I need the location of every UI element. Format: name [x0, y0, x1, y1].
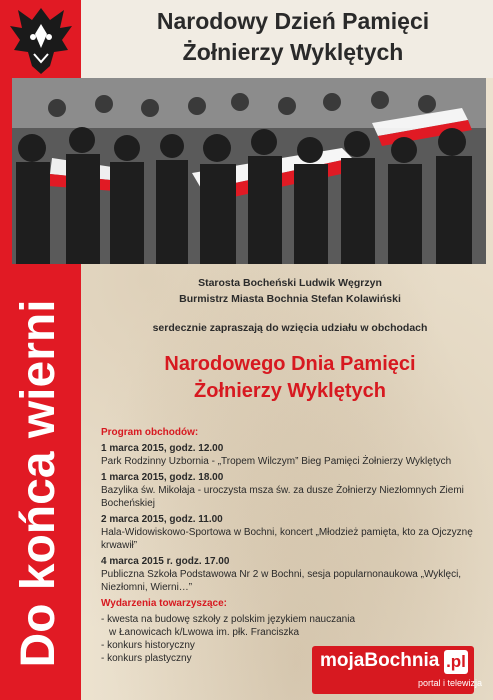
program-item-date: 2 marca 2015, godz. 11.00 [101, 514, 223, 525]
program-item [101, 555, 486, 594]
list-item: - konkurs plastyczny [101, 653, 192, 664]
list-item: w Łanowicach k/Lwowa im. płk. Franciszka [109, 627, 300, 638]
wolf-head-icon [6, 4, 76, 76]
program-item-text: Park Rodzinny Uzbornia - „Tropem Wilczym” Bieg Pamięci Żołnierzy Wyklętych [101, 456, 452, 467]
program-item [101, 513, 486, 552]
vertical-slogan: Do końca wierni [12, 299, 65, 668]
organizers [90, 275, 490, 307]
program-item [101, 442, 486, 468]
brand-name: mojaBochnia [320, 650, 440, 671]
header-title-line1: Narodowy Dzień Pamięci [156, 8, 430, 34]
event-title-line1: Narodowego Dnia Pamięci [164, 353, 416, 375]
brand-tagline: portal i telewizja [418, 678, 483, 688]
event-title [90, 351, 490, 405]
program-item-text: Bazylika św. Mikołaja - uroczysta msza św. za dusze Żołnierzy Niezłomnych Ziemi Bocheńskiej [101, 485, 464, 509]
program-item-text: Hala-Widowiskowo-Sportowa w Bochni, koncert „Młodzież pamięta, kto za Ojczyznę krwawił” [101, 527, 473, 551]
brand-tld: .pl [444, 650, 468, 674]
side-events-heading: Wydarzenia towarzyszące: [101, 598, 227, 609]
program-item-date: 4 marca 2015 r. godz. 17.00 [101, 556, 230, 567]
photo-illustration [12, 78, 486, 264]
historical-group-photo [12, 78, 486, 264]
program-item-text: Publiczna Szkoła Podstawowa Nr 2 w Bochni, sesja popularnonaukowa „Wyklęci, Niezłomni, Wierni…” [101, 569, 462, 593]
brand-logo[interactable] [312, 646, 483, 694]
organizer-1: Starosta Bocheński Ludwik Węgrzyn [198, 277, 382, 289]
list-item: - konkurs historyczny [101, 640, 195, 651]
header-title-line2: Żołnierzy Wyklętych [182, 39, 404, 65]
program-heading: Program obchodów: [101, 427, 199, 438]
program-item [101, 471, 486, 510]
program-section [101, 427, 486, 665]
invitation-text: serdecznie zapraszają do wzięcia udziału w obchodach [152, 322, 428, 334]
organizer-2: Burmistrz Miasta Bochnia Stefan Kolawiński [179, 293, 401, 305]
event-title-line2: Żołnierzy Wyklętych [194, 380, 386, 402]
header-title [98, 6, 488, 68]
list-item: - kwesta na budowę szkoły z polskim językiem nauczania [101, 614, 355, 625]
program-item-date: 1 marca 2015, godz. 12.00 [101, 443, 224, 454]
program-item-date: 1 marca 2015, godz. 18.00 [101, 472, 224, 483]
